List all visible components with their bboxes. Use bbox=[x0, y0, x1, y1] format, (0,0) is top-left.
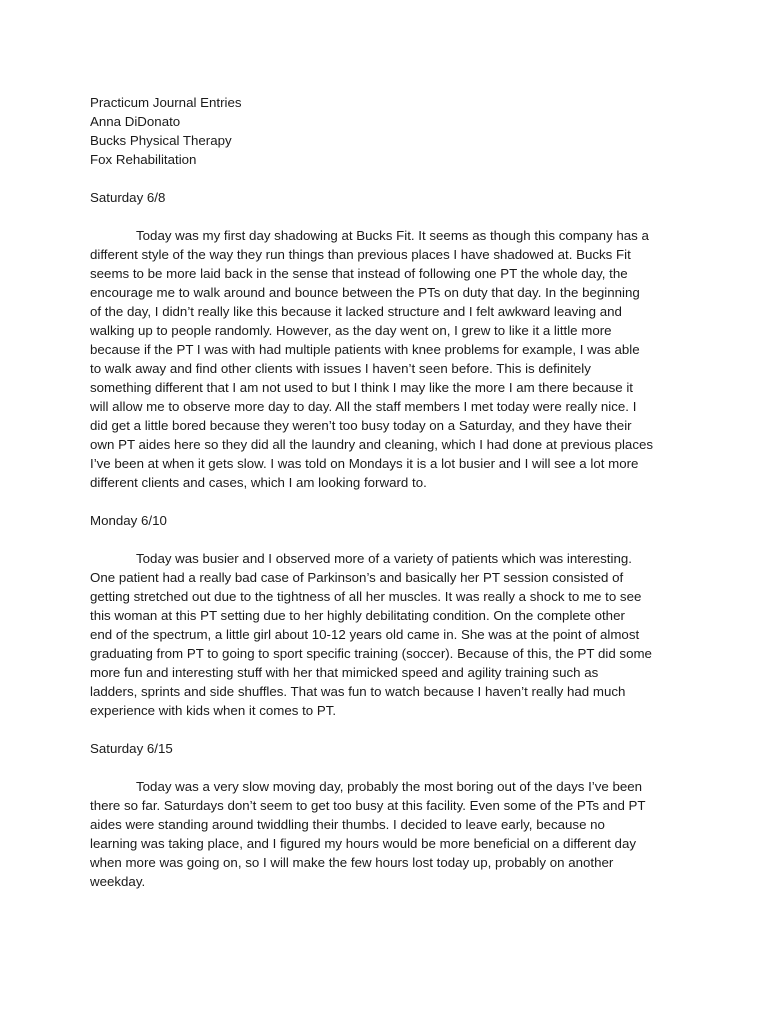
practicum-site-1: Bucks Physical Therapy bbox=[90, 133, 232, 148]
entry-line: this woman at this PT setting due to her highly debilitating condition. On the complete other bbox=[90, 608, 625, 623]
entry-line: ladders, sprints and side shuffles. That was fun to watch because I haven’t really had much bbox=[90, 684, 626, 699]
entry-body bbox=[90, 777, 680, 891]
journal-entry bbox=[90, 511, 680, 720]
entry-line: when more was going on, so I will make the few hours lost today up, probably on another bbox=[90, 855, 614, 870]
entry-line: to walk away and find other clients with issues I haven’t seen before. This is definitely bbox=[90, 361, 591, 376]
entry-date: Saturday 6/8 bbox=[90, 190, 166, 205]
entry-line: Today was my first day shadowing at Bucks Fit. It seems as though this company has a bbox=[136, 228, 649, 243]
entry-body bbox=[90, 226, 680, 492]
practicum-site-2: Fox Rehabilitation bbox=[90, 152, 197, 167]
entry-line: encourage me to walk around and bounce between the PTs on duty that day. In the beginning bbox=[90, 285, 640, 300]
entry-line: there so far. Saturdays don’t seem to get too busy at this facility. Even some of the PTs and PT bbox=[90, 798, 646, 813]
entry-line: because if the PT I was with had multiple patients with knee problems for example, I was able bbox=[90, 342, 640, 357]
journal-page bbox=[90, 93, 680, 891]
entry-line: will allow me to observe more day to day. All the staff members I met today were really nice. I bbox=[90, 399, 637, 414]
entry-body bbox=[90, 549, 680, 720]
entry-date: Saturday 6/15 bbox=[90, 741, 173, 756]
entry-line: Today was busier and I observed more of a variety of patients which was interesting. bbox=[136, 551, 632, 566]
entry-line: experience with kids when it comes to PT. bbox=[90, 703, 337, 718]
journal-entry bbox=[90, 188, 680, 492]
entry-line: different clients and cases, which I am looking forward to. bbox=[90, 475, 427, 490]
journal-entry bbox=[90, 739, 680, 891]
entry-line: something different that I am not used to but I think I may like the more I am there because it bbox=[90, 380, 633, 395]
entry-line: different style of the way they run things than previous places I have shadowed at. Bucks Fit bbox=[90, 247, 631, 262]
entry-line: I’ve been at when it gets slow. I was told on Mondays it is a lot busier and I will see a lot more bbox=[90, 456, 639, 471]
entry-line: weekday. bbox=[90, 874, 146, 889]
entry-line: learning was taking place, and I figured my hours would be more beneficial on a different day bbox=[90, 836, 636, 851]
entry-line: One patient had a really bad case of Parkinson’s and basically her PT session consisted of bbox=[90, 570, 624, 585]
entry-line: Today was a very slow moving day, probably the most boring out of the days I’ve been bbox=[136, 779, 643, 794]
entry-line: seems to be more laid back in the sense that instead of following one PT the whole day, the bbox=[90, 266, 628, 281]
author-name: Anna DiDonato bbox=[90, 114, 181, 129]
entry-line: more fun and interesting stuff with her that mimicked speed and agility training such as bbox=[90, 665, 599, 680]
entry-line: end of the spectrum, a little girl about 10-12 years old came in. She was at the point of almost bbox=[90, 627, 640, 642]
entry-line: did get a little bored because they weren’t too busy today on a Saturday, and they have their bbox=[90, 418, 632, 433]
entry-line: aides were standing around twiddling their thumbs. I decided to leave early, because no bbox=[90, 817, 605, 832]
document-header bbox=[90, 93, 680, 169]
document-title: Practicum Journal Entries bbox=[90, 95, 242, 110]
entry-line: getting stretched out due to the tightness of all her muscles. It was really a shock to me to see bbox=[90, 589, 642, 604]
entry-date: Monday 6/10 bbox=[90, 513, 167, 528]
entry-line: of the day, I didn’t really like this because it lacked structure and I felt awkward leaving and bbox=[90, 304, 622, 319]
entry-line: own PT aides here so they did all the laundry and cleaning, which I had done at previous places bbox=[90, 437, 654, 452]
entry-line: graduating from PT to going to sport specific training (soccer). Because of this, the PT did some bbox=[90, 646, 652, 661]
entry-line: walking up to people randomly. However, as the day went on, I grew to like it a little more bbox=[90, 323, 612, 338]
